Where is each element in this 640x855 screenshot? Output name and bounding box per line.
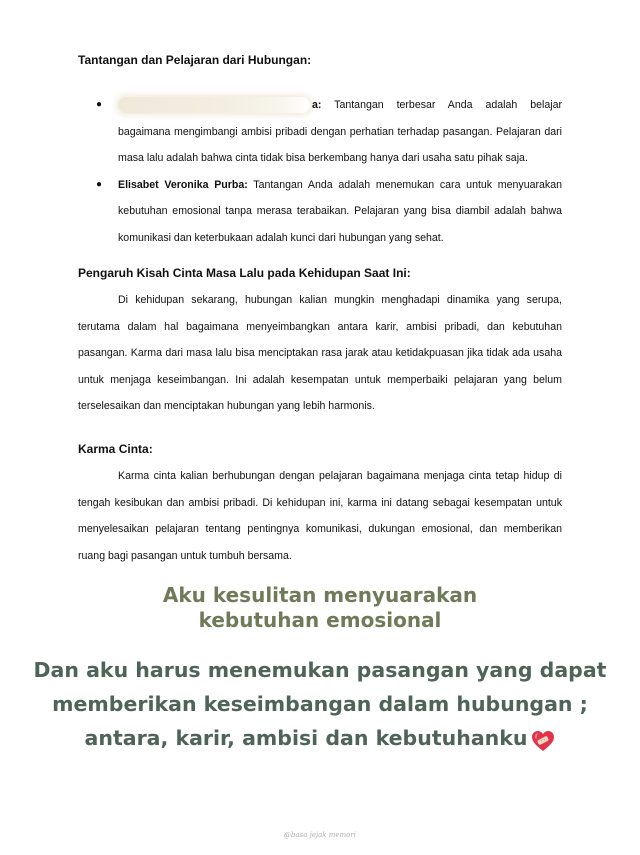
bandaged-heart-icon	[531, 728, 555, 750]
section-heading-past-love: Pengaruh Kisah Cinta Masa Lalu pada Kehidupan Saat Ini:	[78, 266, 411, 280]
quote-2-line-3: antara, karir, ambisi dan kebutuhanku	[84, 726, 528, 750]
person-name-tail: a:	[312, 99, 322, 111]
watermark-text: @basa jejak memori	[284, 831, 356, 839]
list-item	[78, 172, 562, 252]
section-heading-challenges: Tantangan dan Pelajaran dari Hubungan:	[78, 53, 312, 67]
quote-1-line-1: Aku kesulitan menyuarakan	[162, 583, 478, 607]
list-item-text: Tantangan terbesar Anda adalah belajar bagaimana mengimbangi ambisi pribadi dengan perhatian terhadap pasangan. Pelajaran dari masa lalu adalah bahwa cinta tidak bisa berkembang hanya dari usaha satu pihak saja.	[118, 99, 562, 164]
list-item-text: Tantangan Anda adalah menemukan cara untuk menyuarakan kebutuhan emosional tanpa merasa terabaikan. Pelajaran yang bisa diambil adalah bahwa komunikasi dan keterbukaan adalah kunci dari hubungan yang sehat.	[118, 178, 562, 244]
challenge-list	[78, 92, 562, 251]
redacted-name-blur	[118, 97, 310, 113]
quote-1-line-2: kebutuhan emosional	[198, 608, 442, 632]
quote-2-line-3-wrap	[0, 721, 640, 755]
bullet-icon: ●	[96, 99, 103, 110]
paragraph-karma: Karma cinta kalian berhubungan dengan pelajaran bagaimana menjaga cinta tetap hidup di tengah kesibukan dan ambisi pribadi. Di kehidupan ini, karma ini datang sebagai kesempatan untuk menyelesaikan pelajaran tentang pentingnya komunikasi, dukungan emosional, dan memberikan ruang bagi pasangan untuk tumbuh bersama.	[78, 470, 562, 562]
bullet-icon: ●	[96, 178, 103, 190]
section-heading-karma: Karma Cinta:	[78, 442, 153, 456]
overlay-quote-1	[0, 583, 640, 633]
overlay-quote-2	[0, 653, 640, 755]
quote-2-line-1: Dan aku harus menemukan pasangan yang dapat	[33, 658, 607, 682]
quote-2-line-2: memberikan keseimbangan dalam hubungan ;	[52, 692, 588, 716]
paragraph-past-love: Di kehidupan sekarang, hubungan kalian mungkin menghadapi dinamika yang serupa, terutama dalam hal bagaimana menyeimbangkan antara karir, ambisi pribadi, dan kebutuhan pasangan. Karma dari masa lalu bisa menciptakan rasa jarak atau ketidakpuasan jika tidak ada usaha untuk menjaga keseimbangan. Ini adalah kesempatan untuk memperbaiki pelajaran yang belum terselesaikan dan menciptakan hubungan yang lebih harmonis.	[78, 294, 562, 412]
person-name: Elisabet Veronika Purba:	[118, 178, 248, 191]
list-item	[78, 92, 562, 172]
